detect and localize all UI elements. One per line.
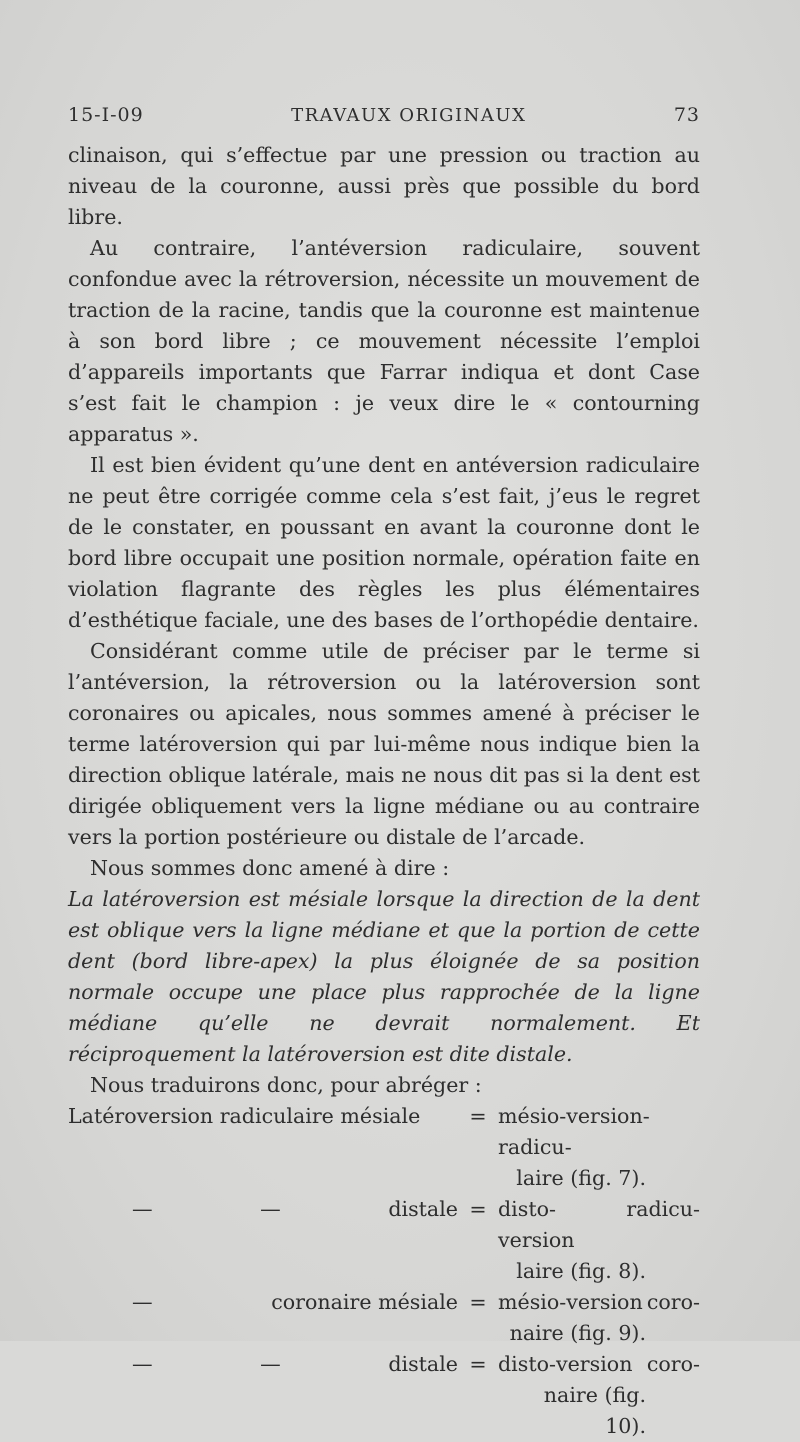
rhs-term-end: coro- [646,1290,700,1314]
header-date: 15-I-09 [68,104,144,126]
equals-sign: = [469,1290,487,1314]
body-text [68,140,700,1442]
lhs-term: coronaire mésiale [271,1290,458,1314]
page-number: 73 [673,104,700,126]
abbreviation-table [68,1101,700,1442]
equals-sign: = [469,1352,487,1376]
ditto-dash: — [132,1197,153,1221]
paragraph-intro-abbreviations: Nous traduirons donc, pour abréger : [90,1073,482,1097]
paragraph-intro-definition: Nous sommes donc amené à dire : [90,856,450,880]
rhs-term: disto-version [498,1352,633,1376]
running-header [68,104,700,126]
rhs-continuation: naire (fig. 9). [509,1321,646,1345]
equals-sign: = [469,1197,487,1221]
rhs-term: disto-version [498,1197,575,1252]
ditto-dash: — [132,1352,153,1376]
table-row [68,1287,700,1349]
paragraph-terminology: Considérant comme utile de préciser par le terme si l’antéversion, la rétroversion ou la latéroversion sont coronaires ou apicales, nous sommes amené à préciser le terme latéroversion qui par lui-même nous indique bien la direction oblique latérale, mais ne nous dit pas si la dent est dirigée obliquement vers la ligne médiane ou au contraire vers la portion postérieure ou distale de l’arcade. [68,639,700,849]
equals-sign: = [469,1104,487,1128]
table-row [68,1349,700,1442]
paragraph-correction: Il est bien évident qu’une dent en antéversion radiculaire ne peut être corrigée comme cela s’est fait, j’eus le regret de le constater, en poussant en avant la couronne dont le bord libre occupait une position normale, opération faite en violation flagrante des règles les plus élémentaires d’esthétique faciale, une des bases de l’orthopédie dentaire. [68,453,700,632]
table-row [68,1194,700,1287]
paragraph-anteversion: Au contraire, l’antéversion radiculaire, souvent confondue avec la rétroversion, nécessite un mouvement de traction de la racine, tandis que la couronne est maintenue à son bord libre ; ce mouvement nécessite l’emploi d’appareils importants que Farrar indiqua et dont Case s’est fait le champion : je veux dire le « contourning apparatus ». [68,236,700,446]
table-row [68,1101,700,1194]
paragraph-definition-italic: La latéroversion est mésiale lorsque la direction de la dent est oblique vers la ligne médiane et que la portion de cette dent (bord libre-apex) la plus éloignée de sa position normale occupe une place plus rapprochée de la ligne médiane qu’elle ne devrait normalement. Et réciproquement la latéroversion est dite distale. [68,887,700,1066]
lhs-term: distale [388,1197,458,1221]
rhs-term-end: radicu- [626,1197,700,1221]
rhs-term-end: coro- [646,1352,700,1376]
lhs-term: distale [388,1352,458,1376]
paragraph-continued: clinaison, qui s’effectue par une pression ou traction au niveau de la couronne, aussi près que possible du bord libre. [68,143,700,229]
rhs-continuation: naire (fig. 10). [543,1383,646,1438]
rhs-continuation: laire (fig. 7). [516,1166,646,1190]
ditto-dash: — [260,1352,281,1376]
ditto-dash: — [260,1197,281,1221]
rhs-continuation: laire (fig. 8). [516,1259,646,1283]
ditto-dash: — [132,1290,153,1314]
header-title: TRAVAUX ORIGINAUX [291,105,527,126]
rhs-term: mésio-version [498,1290,643,1314]
rhs-term: mésio-version-radicu- [498,1104,650,1159]
lhs-term: Latéroversion radiculaire mésiale [68,1104,421,1128]
